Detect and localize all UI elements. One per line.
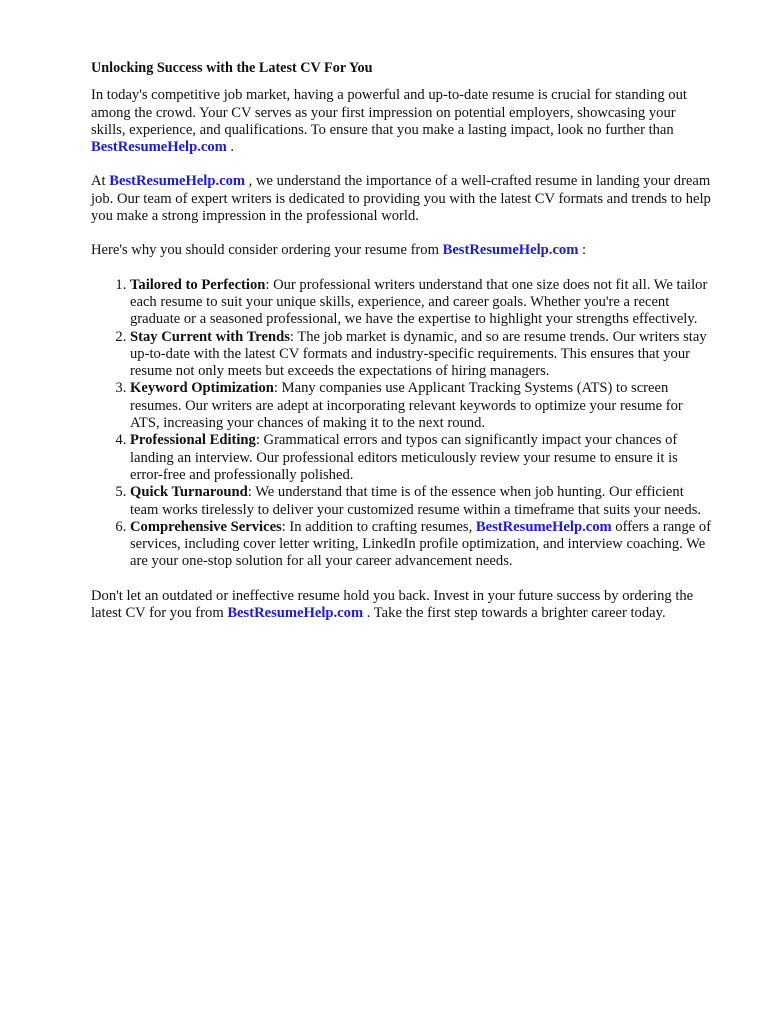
about-text: , we understand the importance of a well-crafted resume in landing your dream job. Our team of expert writers is dedicated to providing you with the latest CV formats and trends to help you make a strong impression in the professional world. [91, 173, 711, 225]
list-item [130, 329, 713, 381]
intro-text-end: . [226, 139, 235, 156]
list-item-text: : The job market is dynamic, and so are resume trends. Our writers stay up-to-date with the latest CV formats and industry-specific requirements. This ensures that your resume not only meets but exceeds the expectations of hiring managers. [130, 328, 707, 380]
about-text-start: At [91, 173, 110, 190]
list-item-heading: Keyword Optimization [130, 380, 274, 397]
list-item [130, 277, 713, 329]
list-item-text: : Our professional writers understand that one size does not fit all. We tailor each resume to suit your unique skills, experience, and career goals. Whether you're a recent graduate or a seasoned professional, we have the expertise to highlight your strengths effectively. [130, 276, 708, 328]
list-item-heading: Comprehensive Services [130, 518, 282, 535]
closing-site-link[interactable]: BestResumeHelp.com [227, 605, 364, 622]
list-item [130, 484, 713, 519]
about-paragraph [91, 173, 713, 225]
intro-paragraph [91, 87, 713, 156]
list-item-text-end: offers a range of services, including cover letter writing, LinkedIn profile optimization, and interview coaching. We are your one-stop solution for all your career advancement needs. [130, 518, 712, 570]
closing-paragraph [91, 588, 713, 623]
why-text-end: : [578, 242, 587, 259]
list-item-heading: Quick Turnaround [130, 484, 248, 501]
list-item [130, 519, 713, 571]
closing-text-end: . Take the first step towards a brighter career today. [363, 605, 666, 622]
list-item-text: : Grammatical errors and typos can significantly impact your chances of landing an interview. Our professional editors meticulously review your resume to ensure it is error-free and professionally polished. [130, 432, 678, 483]
about-site-link[interactable]: BestResumeHelp.com [109, 173, 246, 190]
intro-text: In today's competitive job market, having a powerful and up-to-date resume is crucial for standing out among the crowd. Your CV serves as your first impression on potential employers, showcasing your skills, experience, and qualifications. To ensure that you make a lasting impact, look no further than [91, 87, 687, 138]
list-item-text: : In addition to crafting resumes, [281, 518, 476, 535]
reasons-list [91, 277, 713, 571]
list-item-heading: Tailored to Perfection [130, 276, 266, 293]
list-item-heading: Stay Current with Trends [130, 328, 290, 345]
why-paragraph [91, 242, 713, 259]
why-site-link[interactable]: BestResumeHelp.com [442, 242, 579, 259]
list-item [130, 380, 713, 432]
document-title: Unlocking Success with the Latest CV For You [91, 60, 373, 76]
closing-text: Don't let an outdated or ineffective resume hold you back. Invest in your future success by ordering the latest CV for you from [91, 587, 694, 622]
why-text: Here's why you should consider ordering your resume from [91, 242, 443, 259]
list-item-text: : We understand that time is of the essence when job hunting. Our efficient team works tirelessly to deliver your customized resume within a timeframe that suits your needs. [130, 484, 702, 518]
list-item [130, 432, 713, 484]
document-page [91, 60, 713, 639]
list-item-heading: Professional Editing [130, 432, 256, 449]
list-item-text: : Many companies use Applicant Tracking Systems (ATS) to screen resumes. Our writers are adept at incorporating relevant keywords to optimize your resume for ATS, increasing your chances of making it to the next round. [130, 380, 683, 432]
services-site-link[interactable]: BestResumeHelp.com [475, 518, 612, 535]
intro-site-link[interactable]: BestResumeHelp.com [91, 139, 227, 156]
